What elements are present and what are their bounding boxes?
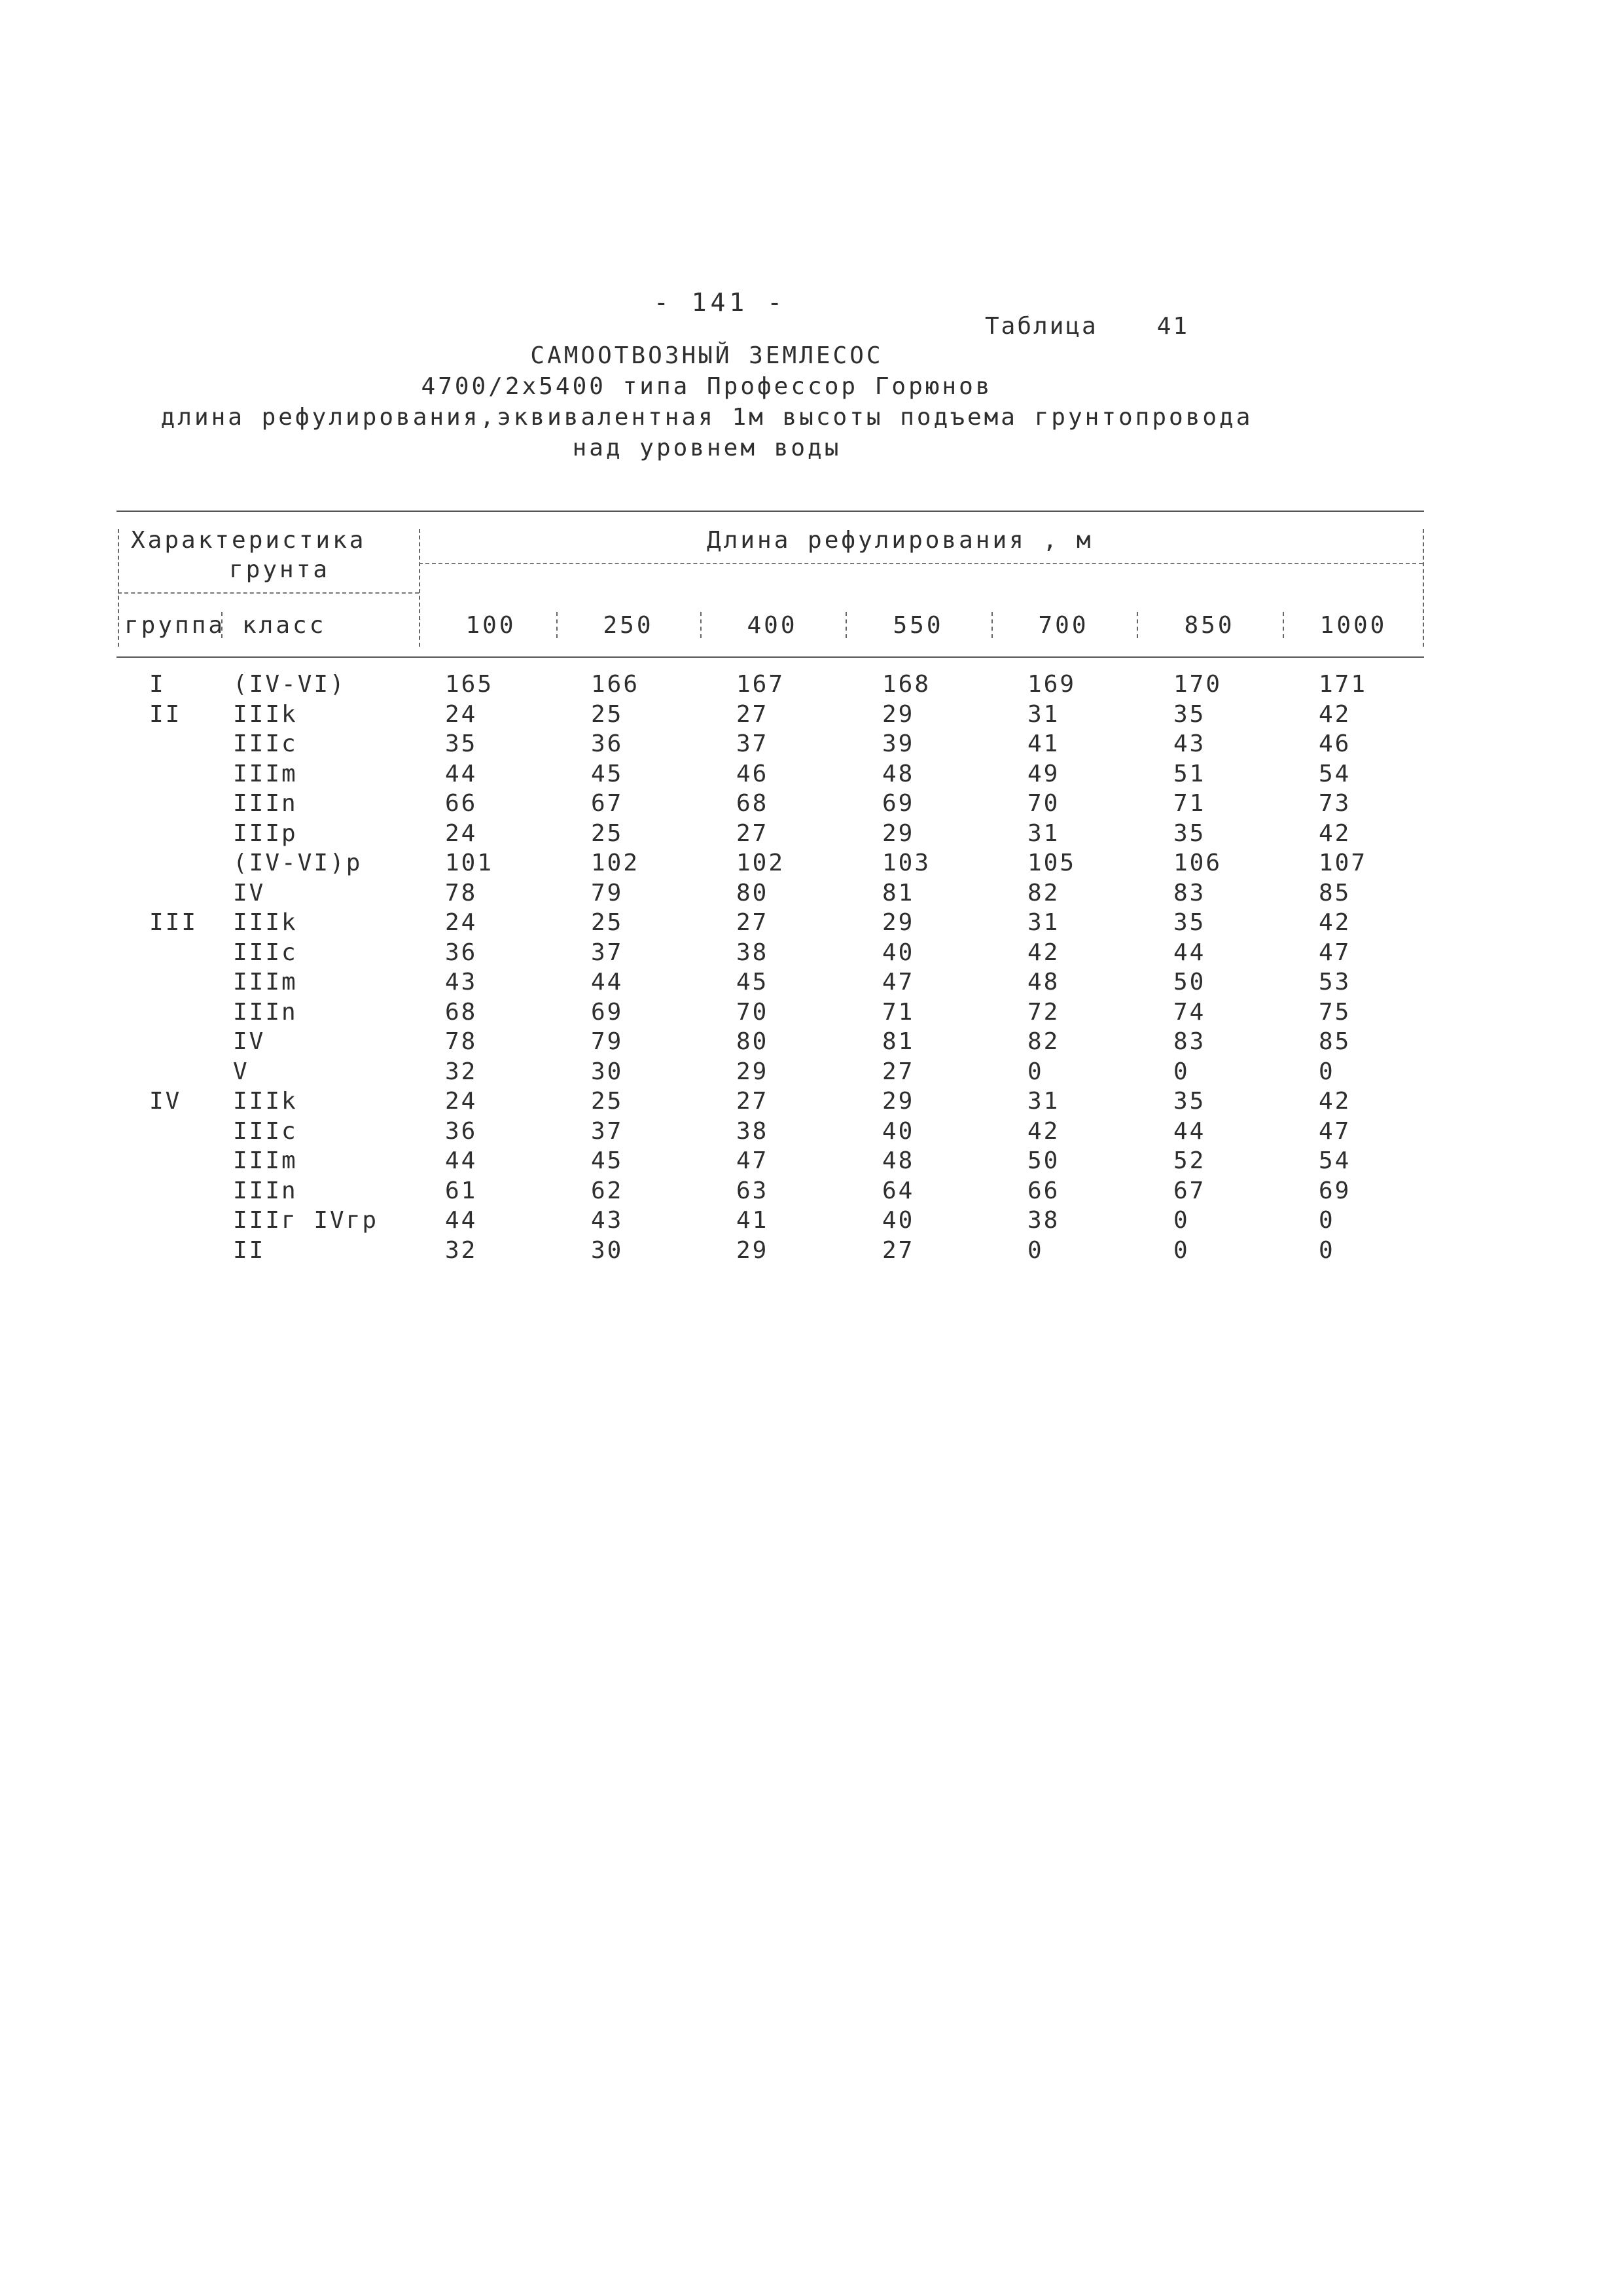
header-col-divider xyxy=(700,612,702,638)
value-cell: 44 xyxy=(591,969,624,996)
value-cell: 27 xyxy=(736,700,769,728)
value-cell: 29 xyxy=(736,1058,769,1085)
header-left-border xyxy=(118,529,119,647)
header-distance-700: 700 xyxy=(1038,612,1089,639)
value-cell: 101 xyxy=(445,850,494,876)
title-line-4: над уровнем воды xyxy=(572,435,842,461)
table-row xyxy=(0,730,1623,761)
value-cell: 43 xyxy=(1173,730,1206,757)
header-distance-250: 250 xyxy=(603,612,654,639)
class-cell: (IV-VI) xyxy=(233,671,346,698)
value-cell: 35 xyxy=(445,730,478,757)
value-cell: 24 xyxy=(445,909,478,936)
class-cell: IIIn xyxy=(233,1177,298,1204)
header-col-divider xyxy=(1137,612,1138,638)
title-line-2: 4700/2x5400 типа Профессор Горюнов xyxy=(421,373,993,400)
value-cell: 103 xyxy=(882,850,931,876)
table-label-text: Таблица xyxy=(985,313,1098,340)
value-cell: 51 xyxy=(1173,760,1206,787)
value-cell: 67 xyxy=(1173,1177,1206,1204)
header-characteristic: Характеристика xyxy=(131,527,366,554)
value-cell: 38 xyxy=(736,939,769,966)
value-cell: 47 xyxy=(736,1147,769,1174)
value-cell: 167 xyxy=(736,671,785,698)
header-col-divider xyxy=(556,612,558,638)
table-row xyxy=(0,1028,1623,1058)
value-cell: 36 xyxy=(591,730,624,757)
value-cell: 0 xyxy=(1319,1236,1335,1264)
value-cell: 170 xyxy=(1173,671,1222,698)
value-cell: 36 xyxy=(445,1117,478,1145)
value-cell: 44 xyxy=(445,760,478,787)
value-cell: 85 xyxy=(1319,1028,1351,1055)
value-cell: 42 xyxy=(1319,700,1351,728)
class-cell: IV xyxy=(233,879,266,906)
value-cell: 53 xyxy=(1319,969,1351,996)
value-cell: 102 xyxy=(736,850,785,876)
table-row xyxy=(0,850,1623,880)
value-cell: 36 xyxy=(445,939,478,966)
value-cell: 49 xyxy=(1027,760,1060,787)
value-cell: 29 xyxy=(882,1088,915,1115)
value-cell: 48 xyxy=(882,1147,915,1174)
value-cell: 46 xyxy=(1319,730,1351,757)
group-cell: II xyxy=(149,700,182,728)
title-line-1: САМООТВОЗНЫЙ ЗЕМЛЕСОС xyxy=(530,342,883,369)
table-row xyxy=(0,1118,1623,1148)
value-cell: 42 xyxy=(1319,1088,1351,1115)
table-row xyxy=(0,999,1623,1029)
value-cell: 48 xyxy=(1027,969,1060,996)
table-row xyxy=(0,790,1623,820)
value-cell: 69 xyxy=(591,998,624,1026)
value-cell: 165 xyxy=(445,671,494,698)
value-cell: 50 xyxy=(1027,1147,1060,1174)
value-cell: 73 xyxy=(1319,790,1351,817)
value-cell: 0 xyxy=(1319,1058,1335,1085)
value-cell: 168 xyxy=(882,671,931,698)
value-cell: 35 xyxy=(1173,700,1206,728)
value-cell: 82 xyxy=(1027,879,1060,906)
value-cell: 35 xyxy=(1173,819,1206,847)
value-cell: 70 xyxy=(736,998,769,1026)
value-cell: 64 xyxy=(882,1177,915,1204)
header-group: группа xyxy=(124,612,226,639)
value-cell: 71 xyxy=(1173,790,1206,817)
value-cell: 47 xyxy=(1319,1117,1351,1145)
group-cell: IV xyxy=(149,1088,182,1115)
value-cell: 0 xyxy=(1027,1058,1044,1085)
group-cell: III xyxy=(149,909,198,936)
value-cell: 78 xyxy=(445,879,478,906)
value-cell: 27 xyxy=(882,1058,915,1085)
value-cell: 31 xyxy=(1027,819,1060,847)
header-col-divider xyxy=(846,612,847,638)
value-cell: 47 xyxy=(882,969,915,996)
value-cell: 32 xyxy=(445,1058,478,1085)
value-cell: 25 xyxy=(591,909,624,936)
value-cell: 102 xyxy=(591,850,640,876)
value-cell: 31 xyxy=(1027,1088,1060,1115)
class-cell: IIIm xyxy=(233,760,298,787)
table-row xyxy=(0,820,1623,850)
value-cell: 42 xyxy=(1319,819,1351,847)
value-cell: 32 xyxy=(445,1236,478,1264)
table-row xyxy=(0,761,1623,791)
value-cell: 0 xyxy=(1173,1236,1190,1264)
header-distance-850: 850 xyxy=(1184,612,1235,639)
table-row xyxy=(0,1207,1623,1237)
header-length: Длина рефулирования , м xyxy=(707,527,1094,554)
class-cell: IIIk xyxy=(233,1088,298,1115)
value-cell: 31 xyxy=(1027,700,1060,728)
value-cell: 38 xyxy=(736,1117,769,1145)
value-cell: 40 xyxy=(882,939,915,966)
table-number: 41 xyxy=(1156,313,1190,340)
value-cell: 43 xyxy=(445,969,478,996)
value-cell: 43 xyxy=(591,1207,624,1234)
value-cell: 54 xyxy=(1319,1147,1351,1174)
table-row xyxy=(0,939,1623,969)
class-cell: IIIk xyxy=(233,909,298,936)
class-cell: (IV-VI)p xyxy=(233,850,363,876)
value-cell: 67 xyxy=(591,790,624,817)
value-cell: 29 xyxy=(882,909,915,936)
value-cell: 27 xyxy=(882,1236,915,1264)
value-cell: 50 xyxy=(1173,969,1206,996)
value-cell: 106 xyxy=(1173,850,1222,876)
value-cell: 48 xyxy=(882,760,915,787)
value-cell: 82 xyxy=(1027,1028,1060,1055)
value-cell: 40 xyxy=(882,1207,915,1234)
value-cell: 83 xyxy=(1173,879,1206,906)
value-cell: 0 xyxy=(1173,1207,1190,1234)
value-cell: 44 xyxy=(1173,1117,1206,1145)
value-cell: 52 xyxy=(1173,1147,1206,1174)
value-cell: 39 xyxy=(882,730,915,757)
value-cell: 42 xyxy=(1027,1117,1060,1145)
class-cell: IIIp xyxy=(233,819,298,847)
header-right-border xyxy=(1423,529,1424,647)
value-cell: 44 xyxy=(445,1147,478,1174)
header-class: класс xyxy=(242,612,327,639)
value-cell: 166 xyxy=(591,671,640,698)
value-cell: 81 xyxy=(882,1028,915,1055)
header-char-underline xyxy=(118,592,419,594)
value-cell: 0 xyxy=(1027,1236,1044,1264)
class-cell: V xyxy=(233,1058,249,1085)
value-cell: 27 xyxy=(736,1088,769,1115)
value-cell: 66 xyxy=(1027,1177,1060,1204)
page-number: - 141 - xyxy=(653,288,787,317)
value-cell: 25 xyxy=(591,1088,624,1115)
value-cell: 54 xyxy=(1319,760,1351,787)
table-row xyxy=(0,1147,1623,1177)
header-length-underline xyxy=(419,563,1423,564)
value-cell: 45 xyxy=(736,969,769,996)
value-cell: 29 xyxy=(882,819,915,847)
table-row xyxy=(0,909,1623,939)
class-cell: II xyxy=(233,1236,266,1264)
value-cell: 66 xyxy=(445,790,478,817)
value-cell: 80 xyxy=(736,1028,769,1055)
table-row xyxy=(0,880,1623,910)
value-cell: 44 xyxy=(445,1207,478,1234)
value-cell: 42 xyxy=(1319,909,1351,936)
value-cell: 79 xyxy=(591,1028,624,1055)
value-cell: 69 xyxy=(1319,1177,1351,1204)
value-cell: 25 xyxy=(591,700,624,728)
group-cell: I xyxy=(149,671,166,698)
class-cell: IIIn xyxy=(233,790,298,817)
value-cell: 37 xyxy=(736,730,769,757)
header-col-divider xyxy=(991,612,993,638)
value-cell: 62 xyxy=(591,1177,624,1204)
value-cell: 24 xyxy=(445,819,478,847)
value-cell: 105 xyxy=(1027,850,1077,876)
value-cell: 35 xyxy=(1173,909,1206,936)
value-cell: 41 xyxy=(1027,730,1060,757)
class-cell: IIIc xyxy=(233,1117,298,1145)
value-cell: 30 xyxy=(591,1058,624,1085)
table-row xyxy=(0,969,1623,999)
header-distance-550: 550 xyxy=(893,612,944,639)
table-row xyxy=(0,1088,1623,1118)
value-cell: 72 xyxy=(1027,998,1060,1026)
value-cell: 71 xyxy=(882,998,915,1026)
value-cell: 31 xyxy=(1027,909,1060,936)
value-cell: 107 xyxy=(1319,850,1368,876)
value-cell: 45 xyxy=(591,1147,624,1174)
value-cell: 74 xyxy=(1173,998,1206,1026)
table-row xyxy=(0,1058,1623,1088)
class-cell: IIIc xyxy=(233,939,298,966)
header-group-divider xyxy=(221,612,223,638)
class-cell: IIIc xyxy=(233,730,298,757)
value-cell: 35 xyxy=(1173,1088,1206,1115)
value-cell: 85 xyxy=(1319,879,1351,906)
value-cell: 46 xyxy=(736,760,769,787)
value-cell: 41 xyxy=(736,1207,769,1234)
value-cell: 24 xyxy=(445,700,478,728)
value-cell: 24 xyxy=(445,1088,478,1115)
table-row xyxy=(0,701,1623,731)
value-cell: 42 xyxy=(1027,939,1060,966)
value-cell: 61 xyxy=(445,1177,478,1204)
value-cell: 80 xyxy=(736,879,769,906)
value-cell: 70 xyxy=(1027,790,1060,817)
header-col-divider xyxy=(1283,612,1284,638)
class-cell: IIIm xyxy=(233,1147,298,1174)
value-cell: 27 xyxy=(736,819,769,847)
class-cell: IIIn xyxy=(233,998,298,1026)
value-cell: 29 xyxy=(736,1236,769,1264)
value-cell: 40 xyxy=(882,1117,915,1145)
header-distance-100: 100 xyxy=(465,612,516,639)
header-char-divider xyxy=(419,529,420,647)
value-cell: 169 xyxy=(1027,671,1077,698)
value-cell: 37 xyxy=(591,1117,624,1145)
class-cell: IV xyxy=(233,1028,266,1055)
title-line-3: длина рефулирования,эквивалентная 1м высоты подъема грунтопровода xyxy=(160,404,1253,431)
class-cell: IIIг IVгр xyxy=(233,1207,379,1234)
data-table-body xyxy=(0,671,1623,1266)
table-row xyxy=(0,1177,1623,1208)
table-row xyxy=(0,671,1623,701)
value-cell: 0 xyxy=(1173,1058,1190,1085)
value-cell: 38 xyxy=(1027,1207,1060,1234)
value-cell: 79 xyxy=(591,879,624,906)
value-cell: 44 xyxy=(1173,939,1206,966)
header-bottom-rule xyxy=(116,656,1424,658)
table-top-rule xyxy=(116,511,1424,512)
value-cell: 30 xyxy=(591,1236,624,1264)
value-cell: 27 xyxy=(736,909,769,936)
value-cell: 75 xyxy=(1319,998,1351,1026)
value-cell: 81 xyxy=(882,879,915,906)
value-cell: 25 xyxy=(591,819,624,847)
table-label xyxy=(985,313,1189,340)
value-cell: 29 xyxy=(882,700,915,728)
header-distance-1000: 1000 xyxy=(1319,612,1387,639)
header-distance-400: 400 xyxy=(747,612,798,639)
header-soil: грунта xyxy=(229,556,330,583)
value-cell: 45 xyxy=(591,760,624,787)
value-cell: 83 xyxy=(1173,1028,1206,1055)
value-cell: 78 xyxy=(445,1028,478,1055)
value-cell: 37 xyxy=(591,939,624,966)
table-row xyxy=(0,1237,1623,1267)
value-cell: 171 xyxy=(1319,671,1368,698)
class-cell: IIIm xyxy=(233,969,298,996)
value-cell: 68 xyxy=(736,790,769,817)
value-cell: 63 xyxy=(736,1177,769,1204)
value-cell: 69 xyxy=(882,790,915,817)
value-cell: 68 xyxy=(445,998,478,1026)
value-cell: 47 xyxy=(1319,939,1351,966)
class-cell: IIIk xyxy=(233,700,298,728)
value-cell: 0 xyxy=(1319,1207,1335,1234)
